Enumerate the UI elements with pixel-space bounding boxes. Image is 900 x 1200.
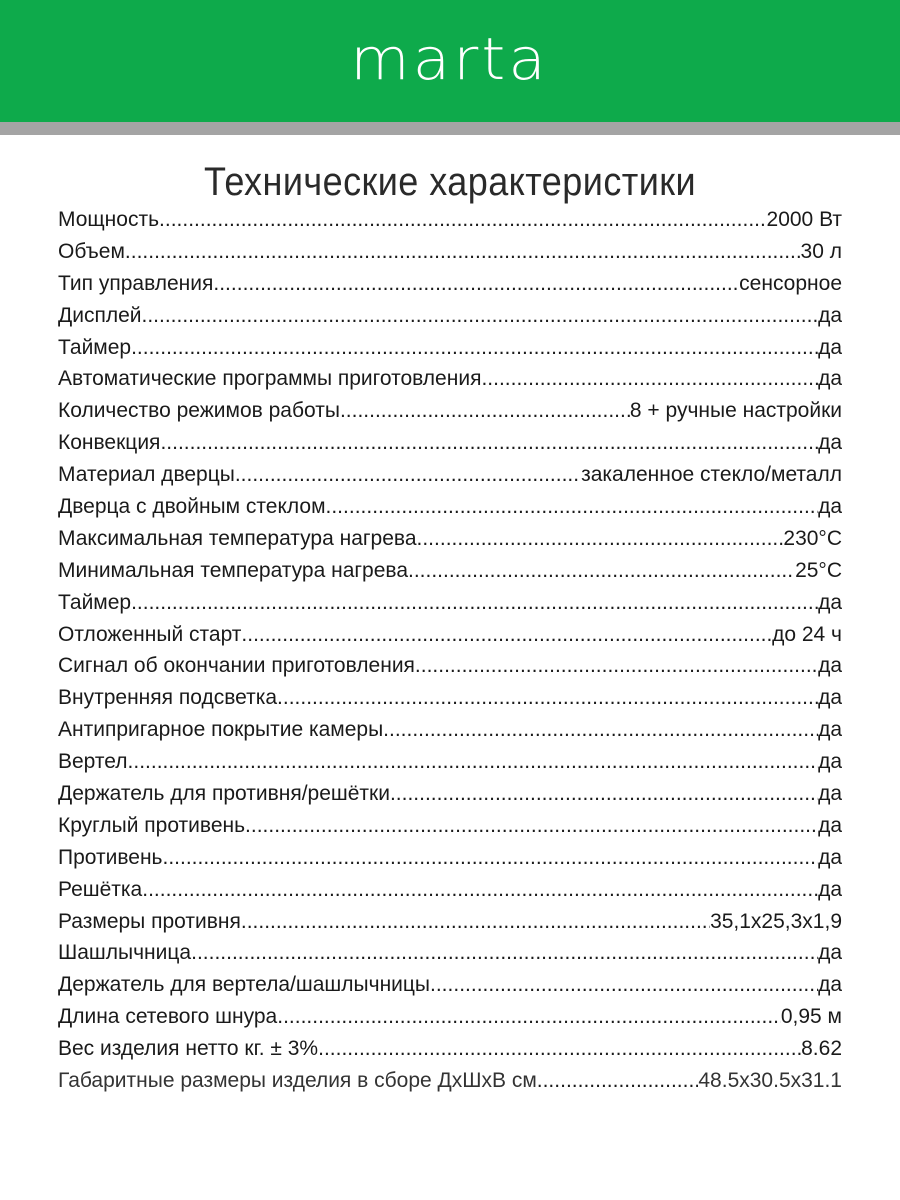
- spec-value: 0,95 м: [780, 1005, 842, 1029]
- spec-value: да: [818, 813, 842, 837]
- dot-leader: [125, 240, 801, 264]
- spec-row: [58, 941, 842, 973]
- spec-label: Дисплей: [58, 303, 142, 327]
- spec-label: Сигнал об окончании приготовления: [58, 654, 415, 678]
- dot-leader: [131, 591, 818, 615]
- spec-value: да: [818, 335, 842, 359]
- dot-leader: [340, 399, 630, 423]
- spec-row: [58, 399, 842, 431]
- spec-row: [58, 559, 842, 591]
- dot-leader: [415, 654, 818, 678]
- dot-leader: [390, 782, 818, 806]
- spec-list: [58, 208, 842, 1101]
- spec-label: Объем: [58, 239, 125, 263]
- spec-value: да: [818, 718, 842, 742]
- dot-leader: [241, 910, 710, 934]
- spec-value: 48.5x30.5x31.1: [698, 1069, 842, 1093]
- dot-leader: [277, 1005, 781, 1029]
- spec-row: [58, 463, 842, 495]
- spec-row: [58, 304, 842, 336]
- spec-value: до 24 ч: [772, 622, 842, 646]
- spec-row: [58, 336, 842, 368]
- spec-label: Вертел: [58, 750, 128, 774]
- dot-leader: [213, 272, 739, 296]
- dot-leader: [430, 973, 818, 997]
- dot-leader: [481, 367, 818, 391]
- dot-leader: [241, 623, 772, 647]
- dot-leader: [235, 463, 581, 487]
- spec-row: [58, 240, 842, 272]
- dot-leader: [142, 304, 819, 328]
- spec-label: Таймер: [58, 590, 132, 614]
- spec-label: Габаритные размеры изделия в сборе ДхШхВ см: [58, 1069, 537, 1093]
- spec-value: да: [818, 782, 842, 806]
- page-title: Технические характеристики: [203, 160, 697, 204]
- spec-label: Антипригарное покрытие камеры: [58, 718, 384, 742]
- dot-leader: [159, 208, 766, 232]
- spec-value: 25°С: [795, 558, 842, 582]
- spec-row: [58, 910, 842, 942]
- spec-label: Внутренняя подсветка: [58, 686, 278, 710]
- spec-value: закаленное стекло/металл: [581, 463, 842, 487]
- dot-leader: [318, 1037, 801, 1061]
- spec-label: Конвекция: [58, 431, 161, 455]
- spec-label: Отложенный старт: [58, 622, 242, 646]
- spec-label: Держатель для вертела/шашлычницы: [58, 973, 431, 997]
- spec-label: Размеры противня: [58, 909, 241, 933]
- dot-leader: [277, 686, 818, 710]
- spec-row: [58, 1037, 842, 1069]
- spec-label: Максимальная температура нагрева: [58, 526, 417, 550]
- spec-row: [58, 878, 842, 910]
- spec-row: [58, 1005, 842, 1037]
- brand-logo: marta: [350, 25, 550, 93]
- spec-value: да: [818, 686, 842, 710]
- spec-value: 30 л: [800, 239, 842, 263]
- dot-leader: [162, 846, 818, 870]
- spec-row: [58, 367, 842, 399]
- spec-label: Решётка: [58, 877, 143, 901]
- dot-leader: [408, 559, 795, 583]
- spec-row: [58, 654, 842, 686]
- spec-label: Вес изделия нетто кг. ± 3%: [58, 1037, 319, 1061]
- spec-label: Противень: [58, 845, 163, 869]
- spec-label: Минимальная температура нагрева: [58, 558, 408, 582]
- dot-leader: [191, 941, 818, 965]
- spec-value: сенсорное: [739, 271, 842, 295]
- spec-label: Шашлычница: [58, 941, 192, 965]
- dot-leader: [131, 336, 818, 360]
- spec-row: [58, 623, 842, 655]
- spec-label: Мощность: [58, 208, 160, 231]
- spec-value: да: [818, 431, 842, 455]
- spec-row: [58, 782, 842, 814]
- brand-header: [0, 0, 900, 122]
- spec-value: 8.62: [801, 1037, 842, 1061]
- spec-label: Длина сетевого шнура: [58, 1005, 278, 1029]
- spec-label: Автоматические программы приготовления: [58, 367, 482, 391]
- spec-row: [58, 591, 842, 623]
- spec-value: да: [818, 590, 842, 614]
- spec-value: 2000 Вт: [766, 208, 842, 231]
- dot-leader: [128, 750, 819, 774]
- spec-row: [58, 686, 842, 718]
- dot-leader: [417, 527, 784, 551]
- header-divider: [0, 122, 900, 135]
- spec-label: Тип управления: [58, 271, 214, 295]
- spec-row: [58, 495, 842, 527]
- spec-label: Материал дверцы: [58, 463, 235, 487]
- spec-label: Круглый противень: [58, 813, 246, 837]
- spec-value: да: [818, 877, 842, 901]
- dot-leader: [537, 1069, 699, 1093]
- spec-value: да: [818, 495, 842, 519]
- dot-leader: [383, 718, 818, 742]
- spec-label: Держатель для противня/решётки: [58, 782, 390, 806]
- spec-label: Таймер: [58, 335, 132, 359]
- spec-row: [58, 814, 842, 846]
- dot-leader: [142, 878, 818, 902]
- spec-value: 230°С: [783, 526, 842, 550]
- spec-label: Дверца с двойным стеклом: [58, 495, 326, 519]
- spec-row: [58, 272, 842, 304]
- spec-row: [58, 527, 842, 559]
- spec-value: да: [818, 973, 842, 997]
- spec-value: да: [818, 654, 842, 678]
- spec-value: да: [818, 750, 842, 774]
- spec-value: 8 + ручные настройки: [629, 399, 842, 423]
- spec-value: да: [818, 845, 842, 869]
- spec-row: [58, 1069, 842, 1101]
- dot-leader: [326, 495, 819, 519]
- spec-value: да: [818, 367, 842, 391]
- spec-value: 35,1x25,3x1,9: [710, 909, 842, 933]
- spec-row: [58, 208, 842, 240]
- spec-row: [58, 718, 842, 750]
- spec-label: Количество режимов работы: [58, 399, 340, 423]
- spec-value: да: [818, 941, 842, 965]
- spec-row: [58, 750, 842, 782]
- spec-row: [58, 431, 842, 463]
- spec-row: [58, 973, 842, 1005]
- spec-row: [58, 846, 842, 878]
- spec-value: да: [818, 303, 842, 327]
- dot-leader: [245, 814, 818, 838]
- dot-leader: [160, 431, 818, 455]
